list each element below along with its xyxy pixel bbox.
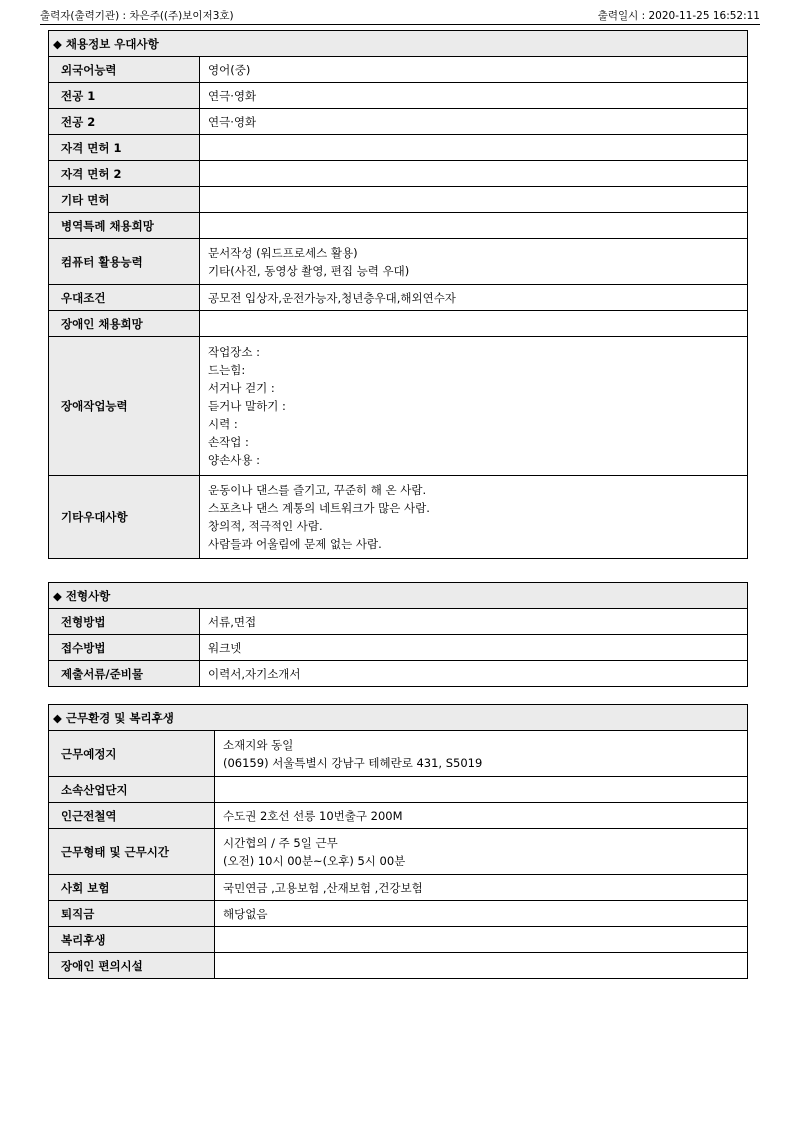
row-label: 근무예정지 bbox=[49, 731, 215, 777]
row-label: 복리후생 bbox=[49, 927, 215, 953]
row-label: 제출서류/준비물 bbox=[49, 661, 200, 687]
row-label: 장애작업능력 bbox=[49, 337, 200, 476]
table-row bbox=[49, 311, 748, 337]
table-row bbox=[49, 285, 748, 311]
section-title: ◆ 근무환경 및 복리후생 bbox=[49, 705, 748, 731]
row-value: 워크넷 bbox=[200, 635, 748, 661]
preference-table bbox=[48, 30, 748, 559]
table-row bbox=[49, 476, 748, 559]
row-value bbox=[200, 213, 748, 239]
row-label: 퇴직금 bbox=[49, 901, 215, 927]
table-row bbox=[49, 57, 748, 83]
row-value: 수도권 2호선 선릉 10번출구 200M bbox=[215, 803, 748, 829]
section-title: ◆ 채용정보 우대사항 bbox=[49, 31, 748, 57]
table-row bbox=[49, 213, 748, 239]
print-datetime: 출력일시 : 2020-11-25 16:52:11 bbox=[597, 10, 760, 22]
row-label: 기타 면허 bbox=[49, 187, 200, 213]
row-label: 자격 면허 1 bbox=[49, 135, 200, 161]
row-value bbox=[215, 777, 748, 803]
table-row bbox=[49, 875, 748, 901]
table-row bbox=[49, 661, 748, 687]
table-row bbox=[49, 829, 748, 875]
row-label: 전형방법 bbox=[49, 609, 200, 635]
table-row bbox=[49, 953, 748, 979]
row-label: 자격 면허 2 bbox=[49, 161, 200, 187]
row-label: 근무형태 및 근무시간 bbox=[49, 829, 215, 875]
row-value bbox=[200, 135, 748, 161]
printer-info: 출력자(출력기관) : 차은주((주)보이저3호) bbox=[40, 10, 234, 22]
row-value: 해당없음 bbox=[215, 901, 748, 927]
row-value bbox=[200, 161, 748, 187]
row-value: 연극·영화 bbox=[200, 109, 748, 135]
row-label: 컴퓨터 활용능력 bbox=[49, 239, 200, 285]
table-row bbox=[49, 83, 748, 109]
row-label: 외국어능력 bbox=[49, 57, 200, 83]
row-value bbox=[215, 953, 748, 979]
table-row bbox=[49, 187, 748, 213]
row-value: 연극·영화 bbox=[200, 83, 748, 109]
section-title: ◆ 전형사항 bbox=[49, 583, 748, 609]
row-value: 국민연금 ,고용보험 ,산재보험 ,건강보험 bbox=[215, 875, 748, 901]
row-label: 기타우대사항 bbox=[49, 476, 200, 559]
row-label: 접수방법 bbox=[49, 635, 200, 661]
row-label: 인근전철역 bbox=[49, 803, 215, 829]
print-header bbox=[40, 6, 760, 25]
table-row bbox=[49, 777, 748, 803]
table-row bbox=[49, 803, 748, 829]
table-row bbox=[49, 901, 748, 927]
row-value: 공모전 입상자,운전가능자,청년층우대,해외연수자 bbox=[200, 285, 748, 311]
table-row bbox=[49, 927, 748, 953]
row-value: 영어(중) bbox=[200, 57, 748, 83]
row-value bbox=[200, 187, 748, 213]
row-value: 소재지와 동일 (06159) 서울특별시 강남구 테헤란로 431, S5019 bbox=[215, 731, 748, 777]
row-value bbox=[200, 311, 748, 337]
row-label: 병역특례 채용희망 bbox=[49, 213, 200, 239]
row-value: 문서작성 (워드프로세스 활용) 기타(사진, 동영상 촬영, 편집 능력 우대) bbox=[200, 239, 748, 285]
row-label: 장애인 채용희망 bbox=[49, 311, 200, 337]
table-row bbox=[49, 731, 748, 777]
row-value: 시간협의 / 주 5일 근무 (오전) 10시 00분~(오후) 5시 00분 bbox=[215, 829, 748, 875]
row-value bbox=[215, 927, 748, 953]
row-value: 서류,면접 bbox=[200, 609, 748, 635]
table-row bbox=[49, 337, 748, 476]
row-value: 운동이나 댄스를 즐기고, 꾸준히 해 온 사람. 스포츠나 댄스 계통의 네트워크가 많은 사람. 창의적, 적극적인 사람. 사람들과 어울림에 문제 없는 사람. bbox=[200, 476, 748, 559]
table-row bbox=[49, 635, 748, 661]
row-label: 장애인 편의시설 bbox=[49, 953, 215, 979]
table-row bbox=[49, 609, 748, 635]
row-label: 전공 1 bbox=[49, 83, 200, 109]
row-label: 전공 2 bbox=[49, 109, 200, 135]
table-row bbox=[49, 109, 748, 135]
row-label: 우대조건 bbox=[49, 285, 200, 311]
row-value: 이력서,자기소개서 bbox=[200, 661, 748, 687]
row-label: 소속산업단지 bbox=[49, 777, 215, 803]
table-row bbox=[49, 239, 748, 285]
row-label: 사회 보험 bbox=[49, 875, 215, 901]
selection-table bbox=[48, 582, 748, 687]
table-row bbox=[49, 135, 748, 161]
work-environment-table bbox=[48, 704, 748, 979]
row-value: 작업장소 : 드는힘: 서거나 걷기 : 듣거나 말하기 : 시력 : 손작업 : 양손사용 : bbox=[200, 337, 748, 476]
table-row bbox=[49, 161, 748, 187]
